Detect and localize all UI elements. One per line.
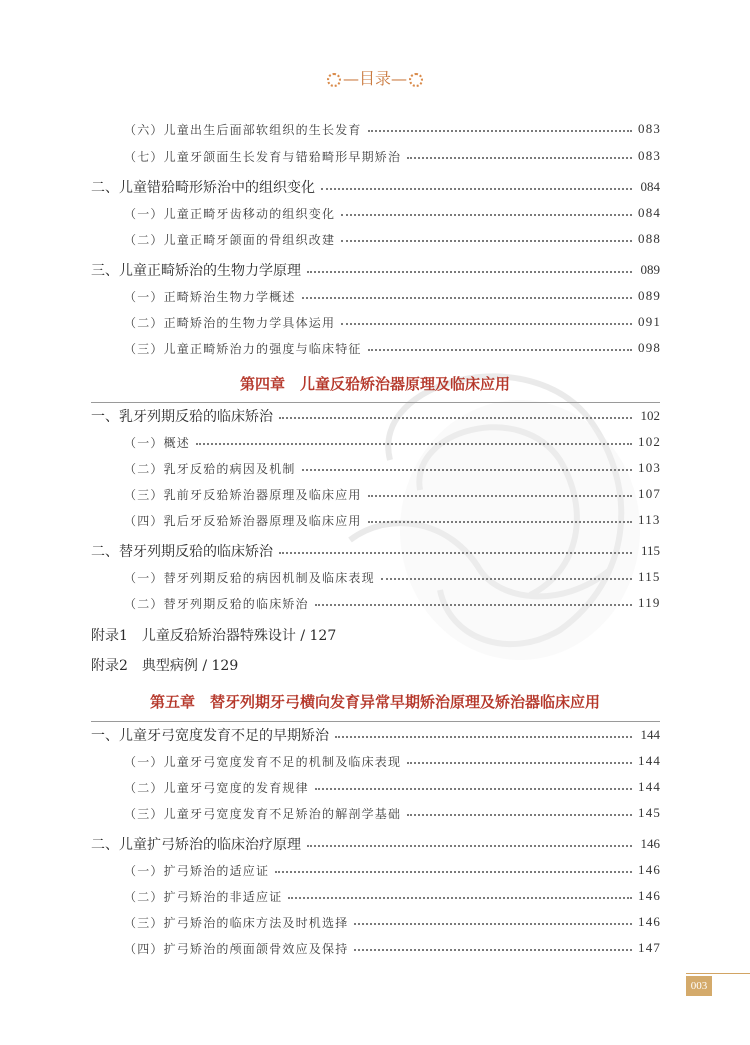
subsection-entry[interactable] — [124, 776, 660, 798]
dot-leader — [302, 297, 632, 299]
entry-page-number: 146 — [638, 888, 662, 903]
page-header: —目录— — [0, 66, 750, 89]
entry-label: （七）儿童牙颌面生长发育与错𬌗畸形早期矫治 — [124, 149, 402, 164]
entry-label: （二）儿童正畸牙颌面的骨组织改建 — [124, 232, 336, 247]
entry-label: 二、儿童错𬌗畸形矫治中的组织变化 — [91, 180, 315, 196]
entry-label: （一）概述 — [124, 435, 191, 450]
entry-page-number: 144 — [638, 753, 662, 768]
dot-leader — [341, 323, 632, 325]
dot-leader — [407, 157, 632, 159]
subsection-entry[interactable] — [124, 802, 660, 824]
entry-label: （二）儿童牙弓宽度的发育规律 — [124, 780, 309, 795]
entry-label: （四）扩弓矫治的颅面颌骨效应及保持 — [124, 941, 349, 956]
page-number: 003 — [686, 976, 712, 996]
entry-page-number: 089 — [638, 288, 662, 303]
subsection-entry[interactable] — [124, 859, 660, 881]
subsection-entry[interactable] — [124, 566, 660, 588]
section-entry[interactable] — [91, 259, 660, 281]
entry-page-number: 144 — [640, 727, 660, 742]
section-entry[interactable] — [91, 405, 660, 427]
entry-label: 附录1 儿童反𬌗矫治器特殊设计 / 127 — [91, 628, 337, 644]
entry-label: （三）儿童正畸矫治力的强度与临床特征 — [124, 341, 362, 356]
dot-leader — [368, 130, 632, 132]
entry-page-number: 119 — [638, 595, 661, 610]
entry-page-number: 083 — [638, 121, 662, 136]
subsection-entry[interactable] — [124, 431, 660, 453]
entry-page-number: 115 — [640, 543, 660, 558]
subsection-entry[interactable] — [124, 118, 660, 140]
dot-leader — [307, 271, 632, 273]
entry-page-number: 098 — [638, 340, 662, 355]
appendix-entry[interactable] — [91, 654, 238, 676]
dot-leader — [302, 469, 632, 471]
dot-leader — [368, 349, 632, 351]
dot-leader — [279, 552, 632, 554]
dot-leader — [321, 188, 632, 190]
section-entry[interactable] — [91, 176, 660, 198]
entry-label: （一）儿童牙弓宽度发育不足的机制及临床表现 — [124, 754, 402, 769]
entry-page-number: 088 — [638, 231, 662, 246]
entry-label: 三、儿童正畸矫治的生物力学原理 — [91, 263, 301, 279]
section-rule — [91, 402, 660, 403]
section-entry[interactable] — [91, 724, 660, 746]
dot-leader — [275, 871, 632, 873]
dot-leader — [335, 736, 632, 738]
entry-page-number: 084 — [640, 179, 660, 194]
entry-label: 二、儿童扩弓矫治的临床治疗原理 — [91, 837, 301, 853]
dot-leader — [341, 214, 632, 216]
entry-page-number: 102 — [638, 434, 662, 449]
entry-page-number: 146 — [640, 836, 660, 851]
entry-label: （六）儿童出生后面部软组织的生长发育 — [124, 122, 362, 137]
subsection-entry[interactable] — [124, 592, 660, 614]
subsection-entry[interactable] — [124, 885, 660, 907]
subsection-entry[interactable] — [124, 311, 660, 333]
subsection-entry[interactable] — [124, 228, 660, 250]
entry-label: （二）正畸矫治的生物力学具体运用 — [124, 315, 336, 330]
subsection-entry[interactable] — [124, 457, 660, 479]
entry-label: （一）扩弓矫治的适应证 — [124, 863, 270, 878]
entry-label: 一、儿童牙弓宽度发育不足的早期矫治 — [91, 728, 329, 744]
appendix-entry[interactable] — [91, 624, 336, 646]
entry-label: （一）替牙列期反𬌗的病因机制及临床表现 — [124, 570, 375, 585]
page-title: 目录 — [358, 69, 391, 88]
section-entry[interactable] — [91, 833, 660, 855]
dot-leader — [279, 417, 632, 419]
dot-leader — [288, 897, 632, 899]
entry-page-number: 113 — [638, 512, 661, 527]
entry-page-number: 144 — [638, 779, 662, 794]
subsection-entry[interactable] — [124, 337, 660, 359]
entry-label: （三）扩弓矫治的临床方法及时机选择 — [124, 915, 349, 930]
chapter-heading[interactable]: 第四章 儿童反𬌗矫治器原理及临床应用 — [239, 375, 510, 393]
folio-rule — [686, 973, 750, 974]
entry-label: （二）扩弓矫治的非适应证 — [124, 889, 283, 904]
dot-leader — [315, 604, 632, 606]
entry-page-number: 146 — [638, 862, 662, 877]
subsection-entry[interactable] — [124, 285, 660, 307]
dot-leader — [354, 949, 632, 951]
entry-page-number: 103 — [638, 460, 662, 475]
chapter-heading[interactable]: 第五章 替牙列期牙弓横向发育异常早期矫治原理及矫治器临床应用 — [149, 693, 600, 711]
dot-leader — [407, 762, 632, 764]
section-rule — [91, 721, 660, 722]
dot-leader — [307, 845, 632, 847]
entry-label: （二）替牙列期反𬌗的临床矫治 — [124, 596, 309, 611]
subsection-entry[interactable] — [124, 509, 660, 531]
entry-label: 附录2 典型病例 / 129 — [91, 658, 239, 674]
subsection-entry[interactable] — [124, 483, 660, 505]
dot-leader — [196, 443, 632, 445]
entry-label: （三）儿童牙弓宽度发育不足矫治的解剖学基础 — [124, 806, 402, 821]
entry-page-number: 089 — [640, 262, 660, 277]
entry-label: （三）乳前牙反𬌗矫治器原理及临床应用 — [124, 487, 362, 502]
entry-label: （二）乳牙反𬌗的病因及机制 — [124, 461, 296, 476]
dot-leader — [315, 788, 632, 790]
dot-leader — [341, 240, 632, 242]
section-entry[interactable] — [91, 540, 660, 562]
subsection-entry[interactable] — [124, 911, 660, 933]
entry-page-number: 147 — [638, 940, 662, 955]
entry-page-number: 146 — [638, 914, 662, 929]
subsection-entry[interactable] — [124, 202, 660, 224]
entry-page-number: 107 — [638, 486, 662, 501]
dot-leader — [381, 578, 632, 580]
entry-label: 一、乳牙列期反𬌗的临床矫治 — [91, 409, 273, 425]
entry-page-number: 084 — [638, 205, 662, 220]
entry-page-number: 115 — [638, 569, 661, 584]
dot-leader — [368, 521, 632, 523]
entry-page-number: 083 — [638, 148, 662, 163]
dot-leader — [368, 495, 632, 497]
subsection-entry[interactable] — [124, 937, 660, 959]
dot-leader — [354, 923, 632, 925]
entry-label: （一）儿童正畸牙齿移动的组织变化 — [124, 206, 336, 221]
subsection-entry[interactable] — [124, 145, 660, 167]
subsection-entry[interactable] — [124, 750, 660, 772]
entry-label: （一）正畸矫治生物力学概述 — [124, 289, 296, 304]
entry-label: （四）乳后牙反𬌗矫治器原理及临床应用 — [124, 513, 362, 528]
entry-page-number: 145 — [638, 805, 662, 820]
entry-page-number: 091 — [638, 314, 662, 329]
entry-page-number: 102 — [640, 408, 660, 423]
entry-label: 二、替牙列期反𬌗的临床矫治 — [91, 544, 273, 560]
dot-leader — [407, 814, 632, 816]
